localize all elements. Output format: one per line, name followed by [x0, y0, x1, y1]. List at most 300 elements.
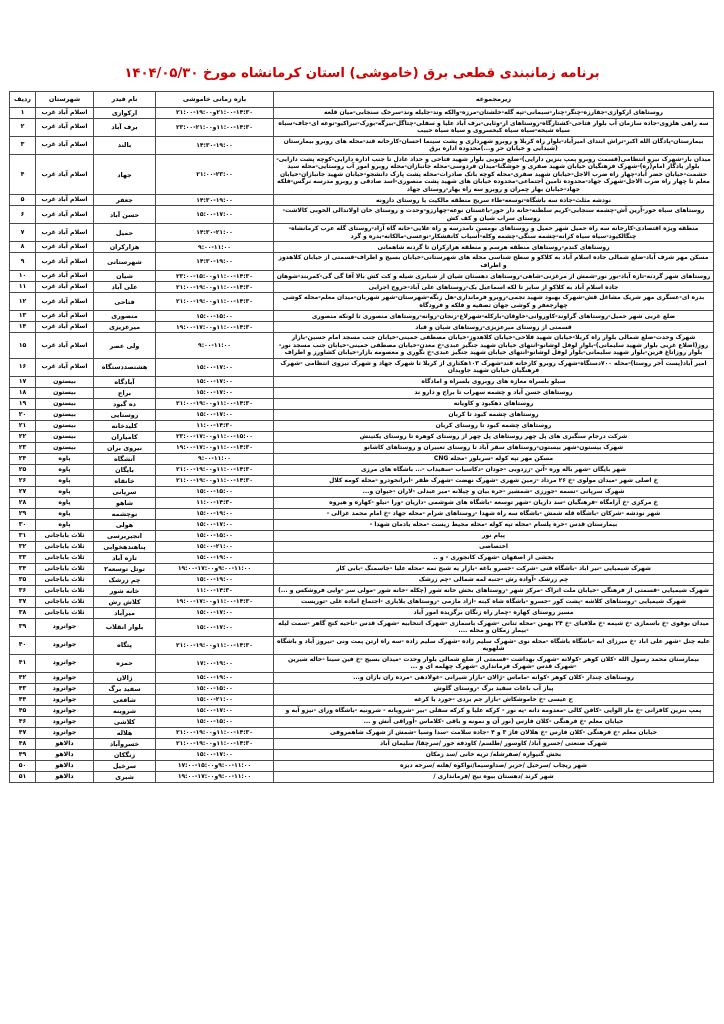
cell-row-number: ۱۵ [10, 333, 36, 359]
cell-city: اسلام آباد غرب [36, 282, 94, 293]
table-row [10, 654, 714, 672]
cell-feeder-name: هشتصددستگاه [94, 358, 156, 376]
cell-time-range: ۱۱:۰۰-۱۴:۳۰ [156, 420, 274, 431]
table-row [10, 618, 714, 636]
cell-feeder-name: حمیل [94, 224, 156, 242]
table-row [10, 508, 714, 519]
cell-subset: روستاهای شهر گردنه-تازه آباد-بور نور-شمش از مرغزنی-شاهی-روستاهای دهستان شیان از شبابری شیله و کت کش بالا آقا گی گی-کمربند-شوهان [274, 271, 714, 282]
cell-subset: خیابان معلم -خ فرهنگی -کلان فارس -خ هلالان فاز ۳ و ۴ -جاده سلامت -سدا وسیا -شمش از شهرک شاهمروفی [274, 727, 714, 738]
cell-city: ثلاث باباجانی [36, 607, 94, 618]
cell-subset: سیلو بلسراه مغازه های روبروی بلسراه و امادگاه [274, 376, 714, 387]
cell-time-range: ۱۱:۰۰-۱۴:۳۰و۱۹:۰۰-۲۱:۰۰ [156, 738, 274, 749]
cell-row-number: ۱۷ [10, 376, 36, 387]
cell-city: ثلاث باباجانی [36, 563, 94, 574]
cell-subset: پمپ بنزین کافرانی -خ مار الوایی -کافن کالی -معدومه دانه -یه نور - کرکه علیا و کرکه سفلی -بیر -شرویانه - شرونیه -باشگاه ورای -نیزو آبه و [274, 705, 714, 716]
cell-city: پاوه [36, 519, 94, 530]
cell-subset: روستاهای چندار -کلان کوهر -کوانه -ماماس -ژالان -بازار شیرانی -غولادهی -مرده ران بازان و... [274, 672, 714, 683]
cell-subset: شهرک شیمیایی -نیر اباد -باشگاه فنی -شرکت -خسرو باغه -بازار یه شبح نمه -محله علیا -جاسمنگ -بابی کار [274, 563, 714, 574]
cell-time-range: ۱۱:۰۰-۱۴:۳۰و۲۱:۰۰-۲۳:۰۰ [156, 118, 274, 136]
table-row [10, 574, 714, 585]
cell-feeder-name: تازه آباد [94, 552, 156, 563]
cell-feeder-name: ولی عصر [94, 333, 156, 359]
table-row [10, 563, 714, 574]
cell-city: اسلام آباد غرب [36, 136, 94, 154]
cell-subset: روستاهای چشمه کبود تا کربان [274, 409, 714, 420]
page-title: برنامه زمانبندی قطعی برق (خاموشی) استان کرمانشاه مورخ ۱۴۰۴/۰۵/۳۰ [124, 66, 600, 81]
cell-row-number: ۴۸ [10, 738, 36, 749]
cell-time-range: ۱۵:۰۰-۱۵:۰۰ [156, 530, 274, 541]
outage-schedule-table [9, 91, 714, 783]
cell-row-number: ۲۶ [10, 475, 36, 486]
table-row [10, 486, 714, 497]
table-row [10, 376, 714, 387]
cell-feeder-name: آتشگاه [94, 453, 156, 464]
cell-subset: ح عیسی -خ خاموشکاش -بازار جم بردی -خورد یا کرغه [274, 694, 714, 705]
cell-city: اسلام آباد غرب [36, 358, 94, 376]
cell-row-number: ۱۰ [10, 271, 36, 282]
cell-row-number: ۱۹ [10, 398, 36, 409]
cell-city: ثلاث باباجانی [36, 585, 94, 596]
cell-feeder-name: روستایی [94, 409, 156, 420]
cell-feeder-name: انجیربرسی [94, 530, 156, 541]
table-row [10, 224, 714, 242]
cell-subset: روستاهای سیاه خور-آرین آش-چشمه سنجابی-کریم سلطنه-خانه دار خور-باغستان نوعه-چهارزو-وحدت و روستای خان اولاندالی الخوبی کالاشت-روستای سراب شیان و کف کش [274, 206, 714, 224]
cell-feeder-name: میرآباد [94, 607, 156, 618]
table-row [10, 409, 714, 420]
cell-time-range: ۹:۰۰-۱۱:۰۰و۱۷:۰۰-۱۹:۰۰ [156, 563, 274, 574]
cell-city: ثلاث باباجانی [36, 574, 94, 585]
cell-feeder-name: شافعی [94, 694, 156, 705]
cell-city: جوانرود [36, 636, 94, 654]
table-row [10, 771, 714, 782]
table-row [10, 607, 714, 618]
cell-time-range: ۱۱:۰۰-۱۴:۳۰و۱۹:۰۰-۲۱:۰۰ [156, 398, 274, 409]
cell-time-range: ۱۵:۰۰-۱۷:۰۰ [156, 705, 274, 716]
table-row [10, 530, 714, 541]
table-row [10, 107, 714, 118]
cell-feeder-name: چم زرشک [94, 574, 156, 585]
cell-time-range: ۱۴:۳۰-۲۱:۰۰ [156, 224, 274, 242]
cell-city: اسلام آباد غرب [36, 242, 94, 253]
column-header-subset: زیرمجموعه [274, 91, 714, 107]
cell-feeder-name: هلاله [94, 727, 156, 738]
cell-subset: بیمارستان-پادگان الله اکبر-تراش ابتدای امیرآباد-بلوار راه کربلا و روبرو شهرداری و پشت سینما احسان-کارخانه قند-محله های روبرو بیمارستان (شیدایی و خیابان حر و...)محدوده اداره برق [274, 136, 714, 154]
header-row [10, 91, 714, 107]
cell-time-range: ۱۱:۰۰-۱۴:۳۰و۱۹:۰۰-۲۱:۰۰ [156, 475, 274, 486]
cell-row-number: ۱ [10, 107, 36, 118]
table-body [10, 107, 714, 782]
cell-row-number: ۵ [10, 195, 36, 206]
cell-time-range: ۱۵:۰۰-۱۹:۰۰ [156, 508, 274, 519]
cell-subset: ضلع غربی شهر حمیل-روستاهای گراوند-کاوروانی-خاوقان-بارکله-شهرلاغ-زنجان-روانه-روستاهای منصوری تا لونکه منصوری [274, 311, 714, 322]
cell-row-number: ۴۷ [10, 727, 36, 738]
cell-row-number: ۴۱ [10, 654, 36, 672]
cell-subset: بدره ای-عسگری مهر شریک مشاغل قش-شهرک بهبود شهید تجمی-روبرو فرمانداری-هل زنگه-شهرستان-شهر شهربان-میدان معلم-محله کوشی چهارجعفر و کوشی جهان تصفیه و فلکه و فرودگاه [274, 293, 714, 311]
cell-city: پاوه [36, 508, 94, 519]
table-row [10, 716, 714, 727]
cell-subset: میدان بوقوی -خ باسمازی -خ شیمه -خ ملافیای -خ ۲۴ بهمن -محله تنانی -شهرک باسمازی -شهرک انتخابیه -شهرک قدس -ناحیه کنج گاهر -سمت لیله -بیمار زمکان و محله .... [274, 618, 714, 636]
table-row [10, 585, 714, 596]
cell-subset: علیه چنل -شهر علی اباد -خ میرزای ابه -باشگاه باشگاه -محله نوی -شهرک سلیم زاده -شهرک سلیم زاده -سه راه ارتن پمت ونی -نیروز آباد و باشگاه شلهویه [274, 636, 714, 654]
cell-row-number: ۴۴ [10, 694, 36, 705]
cell-city: جوانرود [36, 716, 94, 727]
cell-subset: شهر ریجاب /سرخیل /حربر /صداوسیما/نواکوه /هلته /سرخه دیزه [274, 760, 714, 771]
cell-row-number: ۱۳ [10, 311, 36, 322]
cell-subset: خیابان معلم -خ فرهنگی -کلان فارس (نور آن و نمونه و باقی -کلاماس -آوراقی آنش و ... [274, 716, 714, 727]
cell-city: جوانرود [36, 672, 94, 683]
table-row [10, 541, 714, 552]
cell-feeder-name: جعفر [94, 195, 156, 206]
cell-time-range: ۱۵:۰۰-۱۵:۰۰ [156, 311, 274, 322]
cell-city: بیستون [36, 398, 94, 409]
cell-time-range: ۱۵:۰۰-۱۵:۰۰ [156, 683, 274, 694]
cell-city: بیستون [36, 387, 94, 398]
cell-feeder-name: نیروی بران [94, 442, 156, 453]
cell-time-range: ۹:۰۰-۱۱:۰۰و۱۷:۰۰-۱۹:۰۰ [156, 771, 274, 782]
cell-row-number: ۴۶ [10, 716, 36, 727]
table-row [10, 672, 714, 683]
cell-time-range: ۱۴:۳۰-۱۹:۰۰ [156, 253, 274, 271]
cell-subset: بیمارستان محمد رسول الله -کلان کوهر -کولاته -شهرک بهداشت -قسمتی از ضلع شمالی بلوار وحدت -میدان بسیج -خ فین سینا -خاله شیرین -شهرک قدس -شهرک فرمانداری -شهرک چهلمه ای و ... [274, 654, 714, 672]
cell-row-number: ۴۲ [10, 672, 36, 683]
cell-time-range: ۱۵:۰۰-۲۱:۰۰ [156, 541, 274, 552]
table-row [10, 431, 714, 442]
cell-feeder-name: براج [94, 387, 156, 398]
cell-city: بیستون [36, 376, 94, 387]
cell-time-range: ۱۱:۰۰-۱۴:۳۰و۱۹:۰۰-۲۱:۰۰ [156, 282, 274, 293]
column-header-row-number: ردیف [10, 91, 36, 107]
table-row [10, 464, 714, 475]
cell-city: جوانرود [36, 727, 94, 738]
cell-row-number: ۳۵ [10, 574, 36, 585]
cell-time-range: ۱۵:۰۰-۱۷:۰۰ [156, 206, 274, 224]
cell-city: اسلام آباد غرب [36, 154, 94, 195]
cell-city: جوانرود [36, 618, 94, 636]
cell-time-range: ۲۱:۰۰-۲۳:۰۰ [156, 154, 274, 195]
cell-city: ثلاث باباجانی [36, 552, 94, 563]
cell-feeder-name: هزارکران [94, 242, 156, 253]
cell-feeder-name: شبری [94, 771, 156, 782]
cell-city: اسلام آباد غرب [36, 195, 94, 206]
cell-city: ثلاث باباجانی [36, 541, 94, 552]
cell-subset: روستاهای دهکبود و کاویانه [274, 398, 714, 409]
cell-time-range: ۱۵:۰۰-۱۵:۰۰ [156, 716, 274, 727]
cell-row-number: ۳ [10, 136, 36, 154]
table-row [10, 253, 714, 271]
cell-city: جوانرود [36, 705, 94, 716]
cell-time-range: ۱۱:۰۰-۱۴:۳۰و۱۹:۰۰-۲۱:۰۰ [156, 636, 274, 654]
cell-time-range: ۱۵:۰۰-۱۹:۰۰ [156, 552, 274, 563]
cell-row-number: ۷ [10, 224, 36, 242]
cell-city: ثلاث باباجانی [36, 530, 94, 541]
cell-city: بیستون [36, 420, 94, 431]
cell-subset: مسکن مهر تپه کوله -سربلور -محله CNG [274, 453, 714, 464]
cell-subset: خ مرکزی -خ آرامگاه -فرهنگیان -سد داریان -شهر توسعه -باشگاه های شوشمی -داریان -ورا -نیلو -کهاره و هیروه [274, 497, 714, 508]
cell-subset: شهرک سرپانی -نسمه -جورزی -شمشیر -خره بیان و چیلانه -میر عبدلی -لاران -خیوان و... [274, 486, 714, 497]
cell-time-range: ۱۵:۰۰-۱۹:۰۰ [156, 574, 274, 585]
table-row [10, 596, 714, 607]
cell-city: جوانرود [36, 694, 94, 705]
cell-city: پاوه [36, 475, 94, 486]
cell-feeder-name: کلاشی [94, 716, 156, 727]
cell-city: اسلام آباد غرب [36, 322, 94, 333]
cell-city: پاوه [36, 464, 94, 475]
cell-city: اسلام آباد غرب [36, 293, 94, 311]
cell-row-number: ۲۸ [10, 497, 36, 508]
cell-city: اسلام آباد غرب [36, 107, 94, 118]
cell-row-number: ۲۳ [10, 442, 36, 453]
cell-row-number: ۳۸ [10, 607, 36, 618]
cell-time-range: ۱۱:۰۰-۱۴:۳۰و۱۷:۰۰-۱۹:۰۰ [156, 322, 274, 333]
column-header-city: شهرستان [36, 91, 94, 107]
cell-subset: مسکن مهر شرف آباد-ضلع شمالی جاده اسلام آباد به کلاکو و سطح شناسی محله های شهرستانی-خیابان بسیج و اطراف-قسمتی از خیابان کلاهدوز و اطراف [274, 253, 714, 271]
cell-feeder-name: حمزه [94, 654, 156, 672]
cell-row-number: ۴۰ [10, 636, 36, 654]
cell-time-range: ۹:۰۰-۱۱:۰۰ [156, 453, 274, 464]
table-row [10, 206, 714, 224]
cell-feeder-name: آبادگاه [94, 376, 156, 387]
table-header [10, 91, 714, 107]
cell-feeder-name: بایگان [94, 464, 156, 475]
cell-time-range: ۱۵:۰۰-۲۱:۰۰ [156, 694, 274, 705]
cell-row-number: ۱۴ [10, 322, 36, 333]
table-row [10, 311, 714, 322]
table-row [10, 420, 714, 431]
cell-city: پاوه [36, 497, 94, 508]
cell-feeder-name: جهاد [94, 154, 156, 195]
cell-city: اسلام آباد غرب [36, 253, 94, 271]
cell-time-range: ۱۱:۰۰-۱۴:۳۰ [156, 497, 274, 508]
cell-city: دالاهو [36, 771, 94, 782]
table-row [10, 749, 714, 760]
cell-time-range: ۱۴:۳۰-۱۹:۰۰ [156, 195, 274, 206]
cell-feeder-name: هولی [94, 519, 156, 530]
cell-row-number: ۳۹ [10, 618, 36, 636]
cell-city: اسلام آباد غرب [36, 224, 94, 242]
cell-time-range: ۱۵:۰۰-۱۹:۰۰ [156, 672, 274, 683]
cell-feeder-name: پناهندهخوابی [94, 541, 156, 552]
cell-row-number: ۳۲ [10, 541, 36, 552]
cell-time-range: ۱۱:۰۰-۱۴:۳۰و۱۹:۰۰-۲۱:۰۰ [156, 727, 274, 738]
cell-row-number: ۵۰ [10, 760, 36, 771]
cell-time-range: ۱۱:۰۰-۱۴:۳۰و۱۷:۰۰-۱۹:۰۰ [156, 596, 274, 607]
table-row [10, 136, 714, 154]
cell-city: اسلام آباد غرب [36, 311, 94, 322]
cell-feeder-name: زنگکان [94, 749, 156, 760]
cell-time-range: ۱۱:۰۰-۱۴:۳۰و۱۹:۰۰-۲۱:۰۰ [156, 293, 274, 311]
cell-time-range: ۱۴:۳۰-۱۹:۰۰ [156, 136, 274, 154]
cell-subset: شرکت درجام سنگبری های پل چهر روستاهای پل چهر از روستای کوهره تا روستای یکتینش [274, 431, 714, 442]
table-row [10, 271, 714, 282]
cell-time-range: ۱۵:۰۰-۱۷:۰۰ [156, 409, 274, 420]
cell-row-number: ۵۱ [10, 771, 36, 782]
table-row [10, 387, 714, 398]
table-row [10, 760, 714, 771]
column-header-time-range: بازه زمانی خاموشی [156, 91, 274, 107]
cell-city: اسلام آباد غرب [36, 206, 94, 224]
cell-feeder-name: بلوار انقلاب [94, 618, 156, 636]
cell-subset: بیمارستان قدس -خره پلسام -محله تپه کوله -محله محیط زیست -محله یادمان شهدا - [274, 519, 714, 530]
cell-time-range: ۱۱:۰۰-۱۴:۳۰و۱۷:۰۰-۱۹:۰۰ [156, 442, 274, 453]
cell-feeder-name: توتل توسعه۲ [94, 563, 156, 574]
cell-feeder-name: بالند [94, 136, 156, 154]
cell-subset: میدان بار-شهرک نیرو انتظامی(قسمت روبرو پمپ بنزین دارایی)-ضلع جنوبی بلوار شهید فتاحی و حداد عادل تا جنب اداره دارایی-کوچه پشت دارایی-بلوار یادگار امام(ره)-شهرک فرهنگیان خیابان شهید صفری و خوشگنا-میدان فردوسی-محله جانبازان-محله روبرو امور آب روستایی-محله سید حشمت-خیابان خضر آباد-چهار راه ضرب الاجل-خیابان شهید صفری-محله کوچه بانک صادرات-محله پشت پارک دانشجو-خیابان شهید جانبازان-خیابان معلم تا چهار راه ضرب الاجل-شهرک جهاد-محدوده تامین اجتماعی-محدوده خیابان های شهید پشت منصوری-اسد صادقی و روبرو مدرسه نرگس-فلکه جهاد-خیابان بهار چمران و روبرو سه راه بهار-روستای جهاد [274, 154, 714, 195]
cell-city: بیستون [36, 409, 94, 420]
cell-feeder-name: کامیاران [94, 431, 156, 442]
cell-city: بیستون [36, 442, 94, 453]
cell-subset: روستاهای حسن آباد و چشمه سهراب تا براج و دارو ند [274, 387, 714, 398]
table-row [10, 738, 714, 749]
cell-row-number: ۱۸ [10, 387, 36, 398]
cell-subset: روستاهای کندم-روستاهای منطقه هرسم و منطقه هزارکران تا گردنه شاهمانی [274, 242, 714, 253]
cell-subset: روستاهای ارکوازی-جفارزه-چنگر-چنار-سیمانی-تپه گله-خلشتان-مرزه-والکه وند-جلیله وند-سرخک سنجابی-میان قلعه [274, 107, 714, 118]
cell-row-number: ۱۶ [10, 358, 36, 376]
cell-feeder-name: سفید برگ [94, 683, 156, 694]
cell-city: دالاهو [36, 738, 94, 749]
cell-feeder-name: حسن آباد [94, 206, 156, 224]
cell-time-range: ۱۱:۰۰-۱۴:۳۰و۱۵:۰۰-۲۳:۰۰ [156, 271, 274, 282]
cell-time-range: ۱۵:۰۰-۱۷:۰۰ [156, 387, 274, 398]
cell-subset: سه راهی هلزوی-جاده سازمان آب بلوار فتاحی-کشتارگاه-روستاهای ار-وثایی-برف آباد علیا و سفلی-چتاگل-بیرگه-بورک-نبراکیو-نوعه ای-جاف-سیاه سیاه شیخه-سیاه سیاه کبخسروی و سیاه سیاه حبیب [274, 118, 714, 136]
cell-subset: چم زرشک -آواده رش -جنبه لمه شمالی -چم زرشک [274, 574, 714, 585]
cell-subset: شهرک شیمیایی -قسمتی از فرهنگی -خیابان ملت اتراک -مرکز شهر -روستاهای بخش خانه شور (چکله -خانه شور -مولی سر -وایی فروشکس و ...) [274, 585, 714, 596]
cell-subset: شهرک صنعتی /خسرو آباد/ کاوسور /طلسم/ کاودفه خور /سرچقا/ سلیمان آباد [274, 738, 714, 749]
cell-subset: پیام نور [274, 530, 714, 541]
cell-time-range: ۹:۰۰-۱۱:۰۰و۱۵:۰۰-۱۷:۰۰ [156, 760, 274, 771]
table-row [10, 293, 714, 311]
table-row [10, 727, 714, 738]
table-row [10, 705, 714, 716]
cell-subset: نودشه مثلث-جاده سه باشگاه-توسعه-طاء سریح منطقه مالکیت یا روستای دارونه [274, 195, 714, 206]
cell-feeder-name: خسروآباد [94, 738, 156, 749]
cell-feeder-name: کلیدخانه [94, 420, 156, 431]
cell-feeder-name: نوچشمه [94, 508, 156, 519]
table-row [10, 358, 714, 376]
table-row [10, 242, 714, 253]
cell-feeder-name: ژالان [94, 672, 156, 683]
cell-row-number: ۲۲ [10, 431, 36, 442]
cell-row-number: ۳۴ [10, 563, 36, 574]
table-row [10, 683, 714, 694]
table-row [10, 282, 714, 293]
cell-time-range: ۹:۰۰-۱۱:۰۰ [156, 333, 274, 359]
table-row [10, 442, 714, 453]
cell-subset: شهر کرند /دهستان بیوه نیج /فرمانداری / [274, 771, 714, 782]
cell-row-number: ۱۱ [10, 282, 36, 293]
table-row [10, 694, 714, 705]
cell-row-number: ۲۵ [10, 464, 36, 475]
cell-row-number: ۴۹ [10, 749, 36, 760]
cell-feeder-name: فتاحی [94, 293, 156, 311]
cell-subset: شهرک شیمیایی -روستاهای کلاشه -پشت کور -خسرو -باشگاه شاه کینه -ازاد مازمی -روستاهای بلاباری -اجتماع اماده غلی -توریست [274, 596, 714, 607]
cell-feeder-name: سرپانی [94, 486, 156, 497]
cell-subset: جاده اسلام آباد به کلاکو از سایر تا لکه اسماعیل یک-روستاهای علی آباد-خروج اجرایی [274, 282, 714, 293]
cell-city: دالاهو [36, 760, 94, 771]
table-row [10, 497, 714, 508]
cell-row-number: ۳۷ [10, 596, 36, 607]
table-row [10, 636, 714, 654]
cell-city: ثلاث باباجانی [36, 596, 94, 607]
cell-city: جوانرود [36, 683, 94, 694]
cell-subset: بخش گنیواره /صفرشله/ تریه خانی /سد زمکان [274, 749, 714, 760]
cell-city: اسلام آباد غرب [36, 333, 94, 359]
cell-feeder-name: میرعزیزی [94, 322, 156, 333]
cell-subset: شهرک بیستون-شهر بیستون-روستاهای سقر آباد تا روستای تعبیران و روستاهای کاشانو [274, 442, 714, 453]
cell-row-number: ۲۱ [10, 420, 36, 431]
cell-time-range: ۱۵:۰۰-۱۵:۰۰ [156, 486, 274, 497]
cell-row-number: ۳۳ [10, 552, 36, 563]
cell-feeder-name: خانقاه [94, 475, 156, 486]
cell-row-number: ۳۶ [10, 585, 36, 596]
cell-row-number: ۴۵ [10, 705, 36, 716]
cell-row-number: ۹ [10, 253, 36, 271]
cell-feeder-name: ارکوازی [94, 107, 156, 118]
cell-row-number: ۲ [10, 118, 36, 136]
cell-row-number: ۶ [10, 206, 36, 224]
cell-time-range: ۱۱:۰۰-۱۵:۰۰و۱۷:۰۰-۲۳:۰۰ [156, 431, 274, 442]
cell-feeder-name: شاهو [94, 497, 156, 508]
cell-city: اسلام آباد غرب [36, 271, 94, 282]
cell-feeder-name: شروینه [94, 705, 156, 716]
cell-row-number: ۱۲ [10, 293, 36, 311]
table-row [10, 154, 714, 195]
column-header-feeder-name: نام فیدر [94, 91, 156, 107]
cell-city: اسلام آباد غرب [36, 118, 94, 136]
cell-subset: منطقه ویژه اقتصادی-کارخانه سه راه حمیل شهر حمیل و روستاهای بومسن نامدرسه و راه علایی-خانه گاه آزاد-روستای گله عرب کرمانشاه-چنگالکیود-سیاه سیاه کرانه-چشمه سنگی-چشمه وکله-آسیاب کانفشکار-نوعسی-مالکانه-بدره و گرد [274, 224, 714, 242]
cell-city: جوانرود [36, 654, 94, 672]
table-row [10, 333, 714, 359]
cell-feeder-name: سرخیل [94, 760, 156, 771]
cell-row-number: ۲۹ [10, 508, 36, 519]
table-row [10, 118, 714, 136]
cell-subset: بخشی از اصفهان -شهرک کانجوری - و .. [274, 552, 714, 563]
cell-feeder-name: برف آباد [94, 118, 156, 136]
cell-row-number: ۴ [10, 154, 36, 195]
cell-time-range: ۲۱:۰۰-۱۴:۳۰و۱۹:۰۰-۲۱:۰۰ [156, 107, 274, 118]
cell-time-range: ۱۵:۰۰-۱۷:۰۰ [156, 749, 274, 760]
table-row [10, 519, 714, 530]
cell-feeder-name: ده گبود [94, 398, 156, 409]
cell-time-range: ۱۷:۰۰-۱۹:۰۰ [156, 654, 274, 672]
table-row [10, 195, 714, 206]
cell-city: پاوه [36, 486, 94, 497]
cell-subset: روستاهای چشمه کبود تا روستای کربان [274, 420, 714, 431]
cell-feeder-name: علی آباد [94, 282, 156, 293]
cell-time-range: ۱۵:۰۰-۱۷:۰۰ [156, 358, 274, 376]
cell-time-range: ۱۱:۰۰-۱۴:۳۰و۱۹:۰۰-۲۱:۰۰ [156, 464, 274, 475]
cell-row-number: ۳۰ [10, 519, 36, 530]
cell-subset: اختصاصی [274, 541, 714, 552]
table-row [10, 552, 714, 563]
cell-feeder-name: شهرستانی [94, 253, 156, 271]
cell-subset: قسمتی از روستای میرعزیزی-روستاهای شیان و قباد [274, 322, 714, 333]
cell-time-range: ۱۵:۰۰-۱۷:۰۰ [156, 618, 274, 636]
cell-subset: شهرک وحدت-ضلع شمالی بلوار راه کربلا-خیابان شهید فلاحی-خیابان کلاهدوز-خیابان مصطفی خمینی-خیابان جنب مسجد امام حسین-بازار روز(اضلاع غربی بلوار شهید سلیمانی)-بلوار لوفل لوشانو-انتهای خیابان شهید جنگیز عبدی-خ معدن-خیابان مصطفی خمینی-خیابان جنب مسجد نور-بلوار روزاتاغ فرین-بلوار شهید سلیمانی-بلوار لوفل لوشانو-انتهای خیابان شهید جنگیز عبدی-خ نگوری و معصومه بازار-خیابان کشاورز و اطراف [274, 333, 714, 359]
table-row [10, 453, 714, 464]
cell-city: بیستون [36, 431, 94, 442]
cell-subset: امیر آباد(پست آخر روستا)-محله ۷۰۰دستگاه-شهرک روبرو کارخانه قند-شهرک ۱۰۳هکتاری از کربلا تا شهرک جهاد و شهرک نیروی انتظامی -شهرک فرهنگیان خیابان شهید جاویدان [274, 358, 714, 376]
cell-city: دالاهو [36, 749, 94, 760]
cell-feeder-name: پتگاه [94, 636, 156, 654]
cell-row-number: ۲۷ [10, 486, 36, 497]
cell-feeder-name: شیان [94, 271, 156, 282]
cell-row-number: ۸ [10, 242, 36, 253]
cell-city: پاوه [36, 453, 94, 464]
cell-row-number: ۲۴ [10, 453, 36, 464]
table-row [10, 322, 714, 333]
cell-row-number: ۲۰ [10, 409, 36, 420]
table-row [10, 398, 714, 409]
